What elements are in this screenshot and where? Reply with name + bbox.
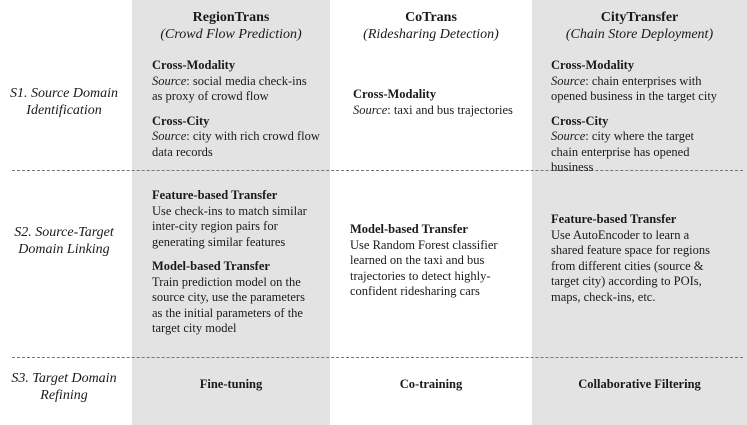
row-label-line: S3. Target Domain	[11, 371, 117, 386]
source-label: Source	[551, 129, 586, 143]
cell-heading: Feature-based Transfer	[152, 188, 278, 202]
cell-text	[152, 74, 320, 105]
source-label: Source	[353, 102, 388, 117]
column-header-regiontrans	[132, 9, 330, 43]
column-title: RegionTrans	[192, 10, 270, 25]
cell-heading: Feature-based Transfer	[551, 212, 677, 226]
cell-heading: Cross-Modality	[152, 58, 236, 72]
cell-body: : city where the target chain enterprise has opened business	[551, 129, 695, 174]
cell-heading: Cross-City	[152, 113, 210, 128]
cell-s2-regiontrans	[152, 188, 318, 337]
column-title: CoTrans	[405, 10, 457, 25]
row-label-line: Refining	[40, 388, 88, 403]
cell-heading: Cross-Modality	[353, 87, 437, 101]
cell-text	[551, 74, 723, 105]
cell-heading: Cross-Modality	[551, 58, 635, 72]
column-header-cotrans	[330, 9, 532, 43]
cell-s3-citytransfer: Collaborative Filtering	[578, 377, 701, 391]
cell-heading: Model-based Transfer	[350, 222, 468, 236]
cell-s1-cotrans	[353, 87, 525, 118]
cell-body: : city with rich crowd flow data records	[152, 129, 320, 159]
cell-body: : chain enterprises with opened business in the target city	[551, 73, 718, 103]
cell-heading: Model-based Transfer	[152, 259, 270, 273]
cell-text: Use AutoEncoder to learn a shared feature space for regions from different cities (source & target city) according to POIs, maps, check-ins, etc.	[551, 227, 710, 304]
row-divider	[12, 357, 743, 358]
column-subtitle: (Crowd Flow Prediction)	[160, 27, 302, 42]
column-subtitle: (Chain Store Deployment)	[565, 27, 714, 42]
cell-s3-regiontrans: Fine-tuning	[199, 377, 263, 391]
row-label-s2	[0, 224, 128, 258]
cell-s2-cotrans	[350, 222, 520, 300]
source-label: Source	[551, 73, 586, 88]
cell-heading: Cross-City	[551, 113, 609, 128]
cell-text	[152, 129, 320, 160]
cell-text: Train prediction model on the source city, use the parameters as the initial parameters of the target city model	[152, 274, 305, 335]
source-label: Source	[152, 129, 187, 143]
column-title: CityTransfer	[600, 10, 679, 25]
cell-s1-citytransfer	[551, 58, 723, 176]
column-header-citytransfer	[532, 9, 747, 43]
column-subtitle: (Ridesharing Detection)	[363, 27, 499, 42]
cell-text: Use Random Forest classifier learned on the taxi and bus trajectories to detect highly-confident ridesharing cars	[350, 237, 498, 298]
row-label-line: S1. Source Domain	[10, 86, 118, 101]
cell-body: : taxi and bus trajectories	[387, 102, 513, 117]
row-label-line: S2. Source-Target	[14, 225, 114, 240]
cell-body: : social media check-ins as proxy of crowd flow	[152, 73, 307, 103]
row-label-s1	[0, 85, 128, 119]
cell-s1-regiontrans	[152, 58, 320, 160]
source-label: Source	[152, 73, 187, 88]
cell-text	[551, 129, 723, 176]
row-label-line: Domain Linking	[18, 242, 110, 257]
cell-s2-citytransfer	[551, 212, 721, 305]
row-label-s3	[0, 370, 128, 404]
row-label-line: Identification	[26, 103, 102, 118]
cell-text: Use check-ins to match similar inter-city region pairs for generating similar features	[152, 203, 307, 249]
cell-text	[353, 103, 525, 119]
cell-s3-cotrans: Co-training	[399, 377, 463, 391]
